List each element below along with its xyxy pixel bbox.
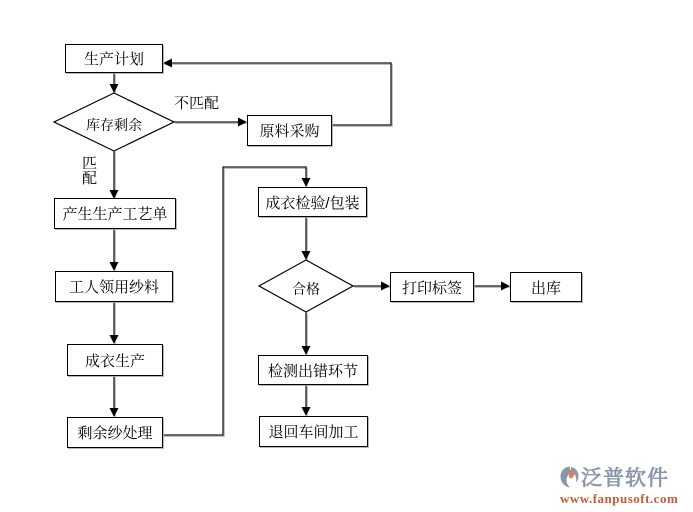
node-inventory-remaining-label: 库存剩余: [86, 117, 142, 133]
fanpu-brand-text: 泛普软件: [581, 467, 669, 490]
node-leftover-yarn-handle: 剩余纱处理: [67, 417, 163, 448]
node-outbound: 出库: [510, 272, 582, 302]
node-return-workshop: 退回车间加工: [259, 416, 368, 447]
node-production-plan: 生产计划: [65, 44, 163, 73]
node-material-purchase: 原料采购: [247, 115, 332, 146]
node-process-sheet: 产生生产工艺单: [54, 198, 176, 229]
node-garment-production: 成衣生产: [67, 344, 163, 376]
fanpu-watermark: [560, 462, 688, 507]
node-qualified-label: 合格: [292, 281, 320, 297]
fanpu-logo-icon: [560, 466, 579, 488]
node-print-label: 打印标签: [390, 272, 474, 302]
edge-label-no-match: 不匹配: [174, 95, 220, 112]
node-worker-yarn-pickup: 工人领用纱料: [55, 271, 173, 302]
edge-label-match: 匹配: [82, 155, 98, 187]
fanpu-url-text: www.fanpusoft.com: [560, 491, 679, 506]
node-inspection-packaging: 成衣检验/包装: [258, 187, 367, 217]
node-error-detection: 检测出错环节: [258, 355, 368, 385]
